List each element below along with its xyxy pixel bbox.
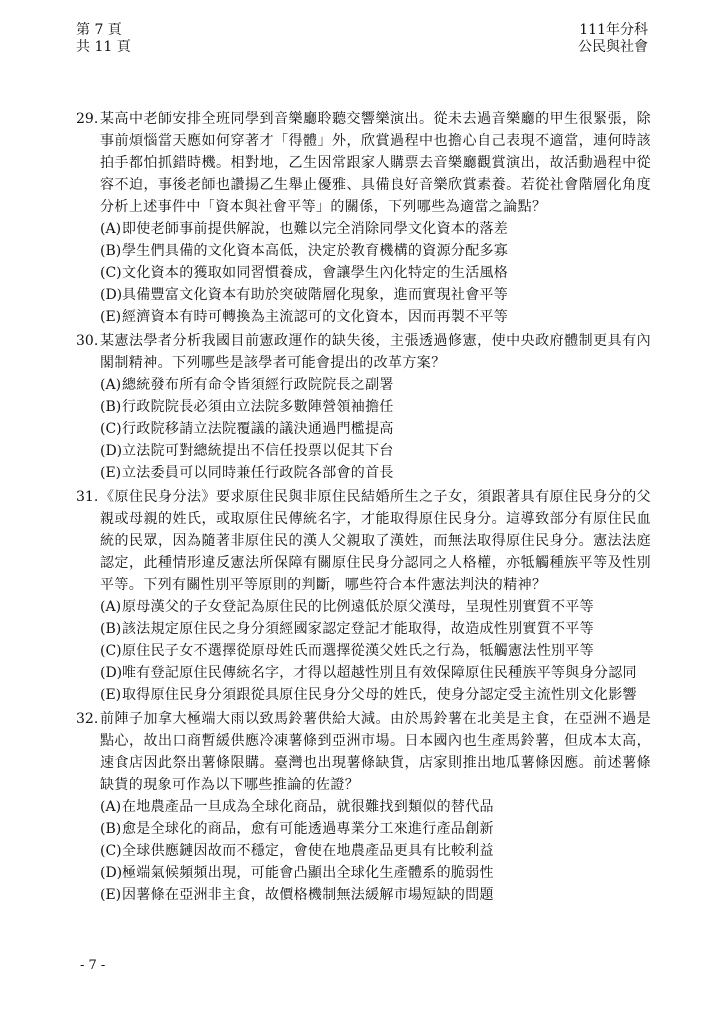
option-label: (E) [100,687,122,703]
page-number-label: 第 7 頁 [76,22,122,38]
question-body [100,108,651,328]
question-item [76,708,651,906]
answer-option [100,218,651,240]
subject-label: 公民與社會 [578,39,648,55]
option-label: (E) [100,465,122,481]
question-stem: 某高中老師安排全班同學到音樂廳聆聽交響樂演出。從未去過音樂廳的甲生很緊張，除事前煩惱當天應如何穿著才「得體」外，欣賞過程中也擔心自己表現不適當，連何時該拍手都怕抓錯時機。相對地，乙生因常跟家人購票去音樂廳觀賞演出，故活動過程中從容不迫，事後老師也讚揚乙生舉止優雅、具備良好音樂欣賞素養。若從社會階層化角度分析上述事件中「資本與社會平等」的關係，下列哪些為適當之論點？ [100,111,651,215]
question-item [76,330,651,484]
option-text: 立法院可對總統提出不信任投票以促其下台 [122,443,394,459]
question-body [100,486,651,706]
option-label: (C) [100,421,122,437]
option-text: 行政院院長必須由立法院多數陣營領袖擔任 [122,399,394,415]
answer-option [100,262,651,284]
page-header-left [76,22,131,56]
option-text: 即使老師事前提供解說，也難以完全消除同學文化資本的落差 [122,221,509,237]
answer-option [100,462,651,484]
option-label: (B) [100,621,122,637]
answer-option [100,440,651,462]
option-label: (E) [100,309,122,325]
option-text: 該法規定原住民之身分須經國家認定登記才能取得，故造成性別實質不平等 [122,621,594,637]
option-label: (A) [100,221,122,237]
option-label: (A) [100,799,122,815]
option-label: (D) [100,665,123,681]
question-item [76,108,651,328]
answer-option [100,374,651,396]
option-text: 愈是全球化的商品，愈有可能透過專業分工來進行產品創新 [122,821,494,837]
answer-option [100,284,651,306]
answer-option [100,640,651,662]
option-label: (B) [100,399,122,415]
option-text: 經濟資本有時可轉換為主流認可的文化資本，因而再製不平等 [122,309,509,325]
option-label: (C) [100,643,122,659]
question-number: 30. [76,333,99,349]
option-text: 在地農產品一旦成為全球化商品，就很難找到類似的替代品 [122,799,494,815]
option-text: 立法委員可以同時兼任行政院各部會的首長 [122,465,394,481]
option-text: 原母漢父的子女登記為原住民的比例遠低於原父漢母，呈現性別實質不平等 [122,599,594,615]
question-item [76,486,651,706]
option-label: (A) [100,377,122,393]
option-label: (B) [100,243,122,259]
answer-option [100,618,651,640]
question-stem: 《原住民身分法》要求原住民與非原住民結婚所生之子女，須跟著具有原住民身分的父親或母親的姓氏，或取原住民傳統名字，才能取得原住民身分。這導致部分有原住民血統的民眾，因為隨著非原住民的漢人父親取了漢姓，而無法取得原住民身分。憲法法庭認定，此種情形違反憲法所保障有關原住民身分認同之人格權，亦牴觸種族平等及性別平等。下列有關性別平等原則的判斷，哪些符合本件憲法判決的精神？ [100,489,651,593]
answer-option [100,684,651,706]
option-text: 行政院移請立法院覆議的議決通過門檻提高 [122,421,394,437]
option-label: (D) [100,287,123,303]
answer-option [100,596,651,618]
question-body [100,708,651,906]
answer-option [100,796,651,818]
option-text: 唯有登記原住民傳統名字，才得以超越性別且有效保障原住民種族平等與身分認同 [122,665,637,681]
option-text: 取得原住民身分須跟從具原住民身分父母的姓氏，使身分認定受主流性別文化影響 [122,687,637,703]
option-text: 總統發布所有命令皆須經行政院院長之副署 [122,377,394,393]
question-stem: 某憲法學者分析我國目前憲政運作的缺失後，主張透過修憲，使中央政府體制更具有內閣制精神。下列哪些是該學者可能會提出的改革方案？ [100,333,651,371]
option-text: 原住民子女不選擇從原母姓氏而選擇從漢父姓氏之行為，牴觸憲法性別平等 [122,643,594,659]
answer-option [100,884,651,906]
option-text: 全球供應鏈因故而不穩定，會使在地農產品更具有比較利益 [122,843,494,859]
answer-option [100,662,651,684]
answer-option [100,396,651,418]
option-label: (D) [100,865,123,881]
exam-year-label: 111年分科 [579,22,648,38]
answer-option [100,818,651,840]
option-label: (E) [100,887,122,903]
page-header-right [578,22,648,56]
total-pages-label: 共 11 頁 [76,39,131,55]
answer-option [100,240,651,262]
answer-option [100,418,651,440]
option-text: 因薯條在亞洲非主食，故價格機制無法緩解市場短缺的問題 [122,887,494,903]
option-text: 文化資本的獲取如同習慣養成，會讓學生內化特定的生活風格 [122,265,509,281]
question-number: 31. [76,489,99,505]
option-label: (A) [100,599,122,615]
question-number: 29. [76,111,99,127]
option-label: (B) [100,821,122,837]
option-text: 學生們具備的文化資本高低，決定於教育機構的資源分配多寡 [122,243,509,259]
question-stem: 前陣子加拿大極端大雨以致馬鈴薯供給大減。由於馬鈴薯在北美是主食，在亞洲不過是點心，故出口商暫緩供應冷凍薯條到亞洲市場。日本國內也生產馬鈴薯，但成本太高，速食店因此祭出薯條限購。臺灣也出現薯條缺貨，店家則推出地瓜薯條因應。前述薯條缺貨的現象可作為以下哪些推論的佐證？ [100,711,651,793]
page-footer: - 7 - [80,958,106,973]
option-label: (D) [100,443,123,459]
answer-option [100,840,651,862]
answer-option [100,306,651,328]
answer-option [100,862,651,884]
option-text: 具備豐富文化資本有助於突破階層化現象，進而實現社會平等 [122,287,509,303]
option-label: (C) [100,265,122,281]
option-label: (C) [100,843,122,859]
question-number: 32. [76,711,99,727]
question-list [76,108,651,908]
question-body [100,330,651,484]
option-text: 極端氣候頻頻出現，可能會凸顯出全球化生產體系的脆弱性 [122,865,494,881]
